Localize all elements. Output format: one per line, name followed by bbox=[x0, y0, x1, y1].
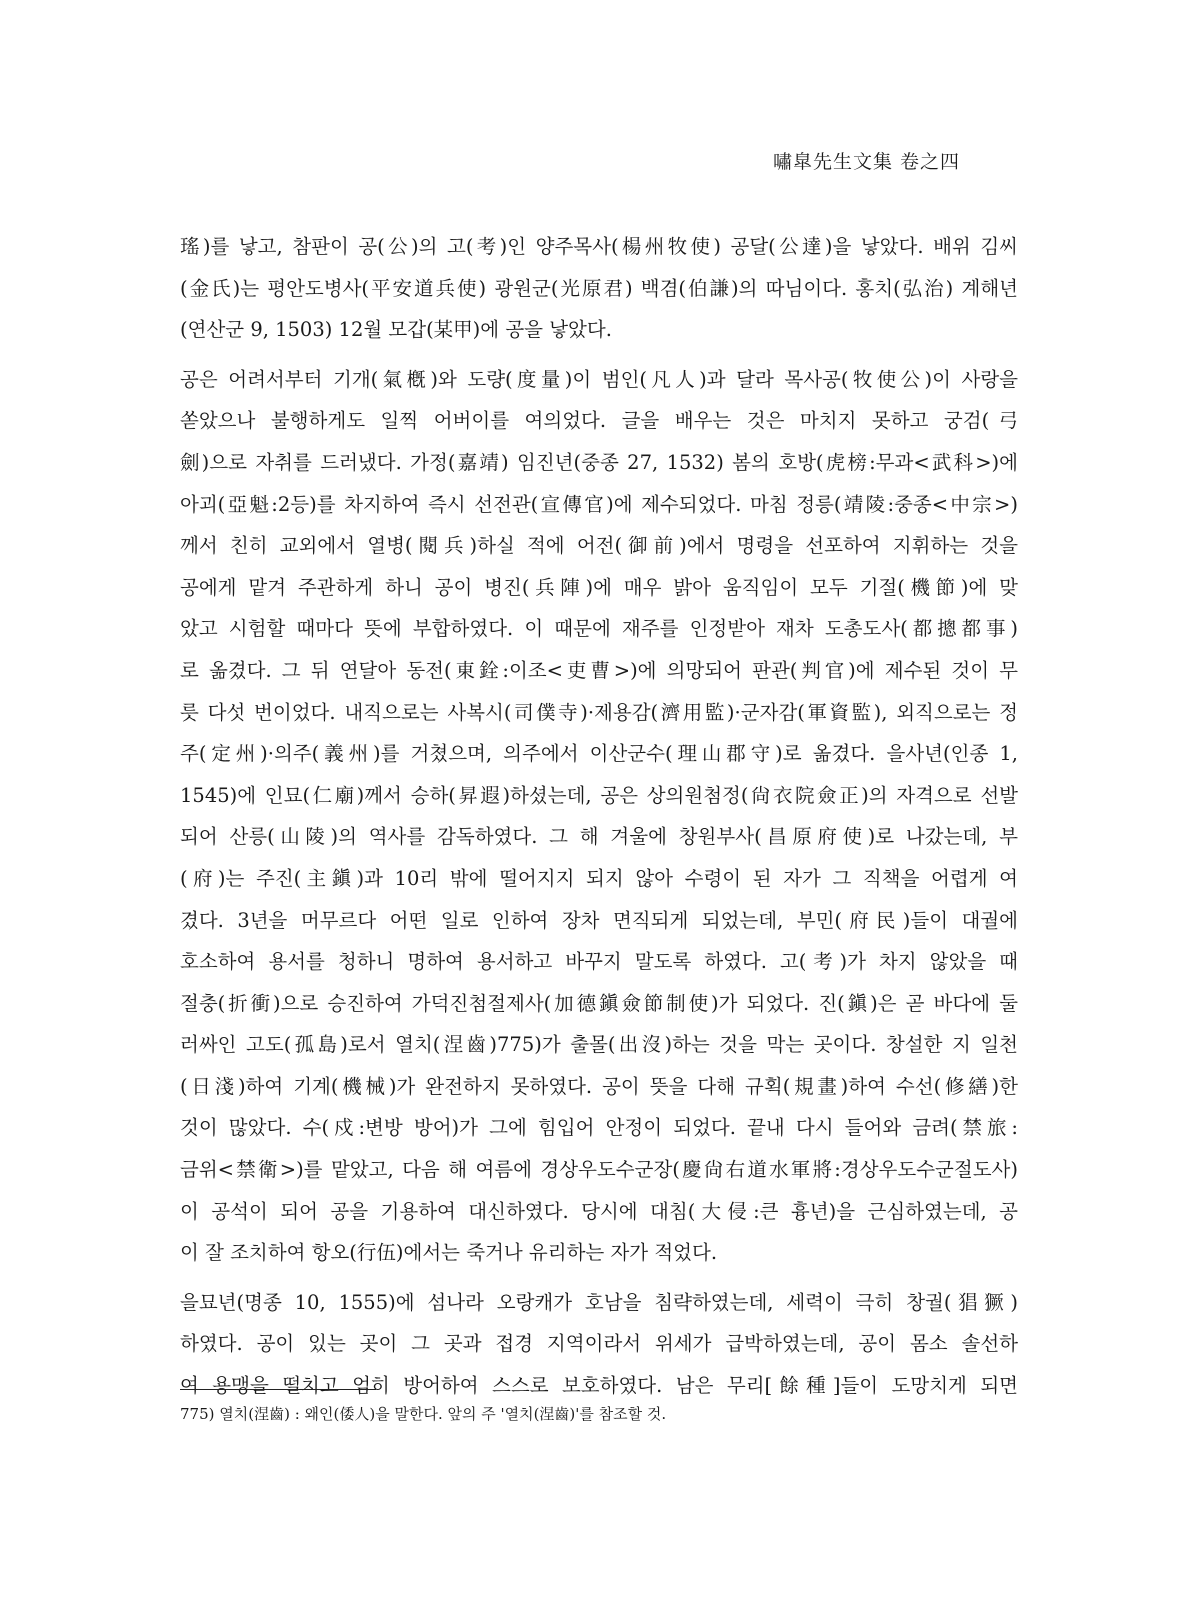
text-line: (연산군 9, 1503) 12월 모갑(某甲)에 공을 낳았다. bbox=[180, 318, 612, 342]
text-line: (府)는 주진(主鎭)과 10리 밖에 떨어지지 되지 않아 수령이 된 자가 그 직책을 어렵게 여 bbox=[180, 866, 1018, 890]
text-line: 릇 다섯 번이었다. 내직으로는 사복시(司僕寺)·제용감(濟用監)·군자감(軍資監), 외직으로는 정 bbox=[180, 700, 1018, 724]
text-line: 로 옮겼다. 그 뒤 연달아 동전(東銓:이조<吏曹>)에 의망되어 판관(判官)에 제수된 것이 무 bbox=[180, 658, 1018, 682]
text-line: 았고 시험할 때마다 뜻에 부합하였다. 이 때문에 재주를 인정받아 재차 도총도사(都摠都事) bbox=[180, 617, 1018, 641]
footnote-divider bbox=[180, 1389, 376, 1390]
text-line: (金氏)는 평안도병사(平安道兵使) 광원군(光原君) 백겸(伯謙)의 따님이다. 홍치(弘治) 계해년 bbox=[180, 276, 1018, 300]
text-line: 금위<禁衛>)를 맡았고, 다음 해 여름에 경상우도수군장(慶尙右道水軍將:경상우도수군절도사) bbox=[180, 1158, 1018, 1182]
text-line: 아괴(亞魁:2등)를 차지하여 즉시 선전관(宣傳官)에 제수되었다. 마침 정릉(靖陵:중종<中宗>) bbox=[180, 492, 1018, 516]
text-line: 여 용맹을 떨치고 엄히 방어하여 스스로 보호하였다. 남은 무리[餘種]들이 도망치게 되면 bbox=[180, 1374, 1018, 1398]
text-line: 겼다. 3년을 머무르다 어떤 일로 인하여 장차 면직되게 되었는데, 부민(府民)들이 대궐에 bbox=[180, 908, 1018, 932]
text-line: 러싸인 고도(孤島)로서 열치(涅齒)775)가 출몰(出沒)하는 것을 막는 곳이다. 창설한 지 일천 bbox=[180, 1033, 1018, 1057]
text-line: 공은 어려서부터 기개(氣槪)와 도량(度量)이 범인(凡人)과 달라 목사공(牧使公)이 사랑을 bbox=[180, 367, 1018, 391]
text-line: 절충(折衝)으로 승진하여 가덕진첨절제사(加德鎭僉節制使)가 되었다. 진(鎭)은 곧 바다에 둘 bbox=[180, 991, 1018, 1015]
text-line: 이 공석이 되어 공을 기용하여 대신하였다. 당시에 대침(大侵:큰 흉년)을 근심하였는데, 공 bbox=[180, 1199, 1018, 1223]
text-line: 쏟았으나 불행하게도 일찍 어버이를 여의었다. 글을 배우는 것은 마치지 못하고 궁검(弓 bbox=[180, 409, 1018, 433]
footnote: 775) 열치(涅齒) : 왜인(倭人)을 말한다. 앞의 주 '열치(涅齒)'를 참조할 것. bbox=[180, 1405, 667, 1423]
text-line: 공에게 맡겨 주관하게 하니 공이 병진(兵陣)에 매우 밝아 움직임이 모두 기절(機節)에 맞 bbox=[180, 575, 1018, 599]
text-line: 을묘년(명종 10, 1555)에 섬나라 오랑캐가 호남을 침략하였는데, 세력이 극히 창궐(猖獗) bbox=[180, 1290, 1018, 1314]
body-text bbox=[180, 226, 1018, 1407]
text-line: 되어 산릉(山陵)의 역사를 감독하였다. 그 해 겨울에 창원부사(昌原府使)로 나갔는데, 부 bbox=[180, 825, 1018, 849]
text-line: 하였다. 공이 있는 곳이 그 곳과 접경 지역이라서 위세가 급박하였는데, 공이 몸소 솔선하 bbox=[180, 1332, 1018, 1356]
text-line: 호소하여 용서를 청하니 명하여 용서하고 바꾸지 말도록 하였다. 고(考)가 차지 않았을 때 bbox=[180, 950, 1018, 974]
paragraph-gap bbox=[180, 1274, 1018, 1282]
text-line: 께서 친히 교외에서 열병(閱兵)하실 적에 어전(御前)에서 명령을 선포하여 지휘하는 것을 bbox=[180, 534, 1018, 558]
text-line: 주(定州)·의주(義州)를 거쳤으며, 의주에서 이산군수(理山郡守)로 옮겼다. 을사년(인종 1, bbox=[180, 742, 1018, 766]
text-line: (日淺)하여 기계(機械)가 완전하지 못하였다. 공이 뜻을 다해 규획(規畫)하여 수선(修繕)한 bbox=[180, 1074, 1018, 1098]
paragraph-gap bbox=[180, 351, 1018, 359]
text-line: 劍)으로 자취를 드러냈다. 가정(嘉靖) 임진년(중종 27, 1532) 봄의 호방(虎榜:무과<武科>)에 bbox=[180, 450, 1018, 474]
text-line: 1545)에 인묘(仁廟)께서 승하(昇遐)하셨는데, 공은 상의원첨정(尙衣院僉正)의 자격으로 선발 bbox=[180, 783, 1018, 807]
text-line: 이 잘 조치하여 항오(行伍)에서는 죽거나 유리하는 자가 적었다. bbox=[180, 1241, 718, 1265]
text-line: 瑤)를 낳고, 참판이 공(公)의 고(考)인 양주목사(楊州牧使) 공달(公達)을 낳았다. 배위 김씨 bbox=[180, 235, 1018, 258]
text-line: 것이 많았다. 수(戍:변방 방어)가 그에 힘입어 안정이 되었다. 끝내 다시 들어와 금려(禁旅: bbox=[180, 1116, 1018, 1140]
running-header: 嘯皐先生文集 卷之四 bbox=[772, 151, 960, 173]
